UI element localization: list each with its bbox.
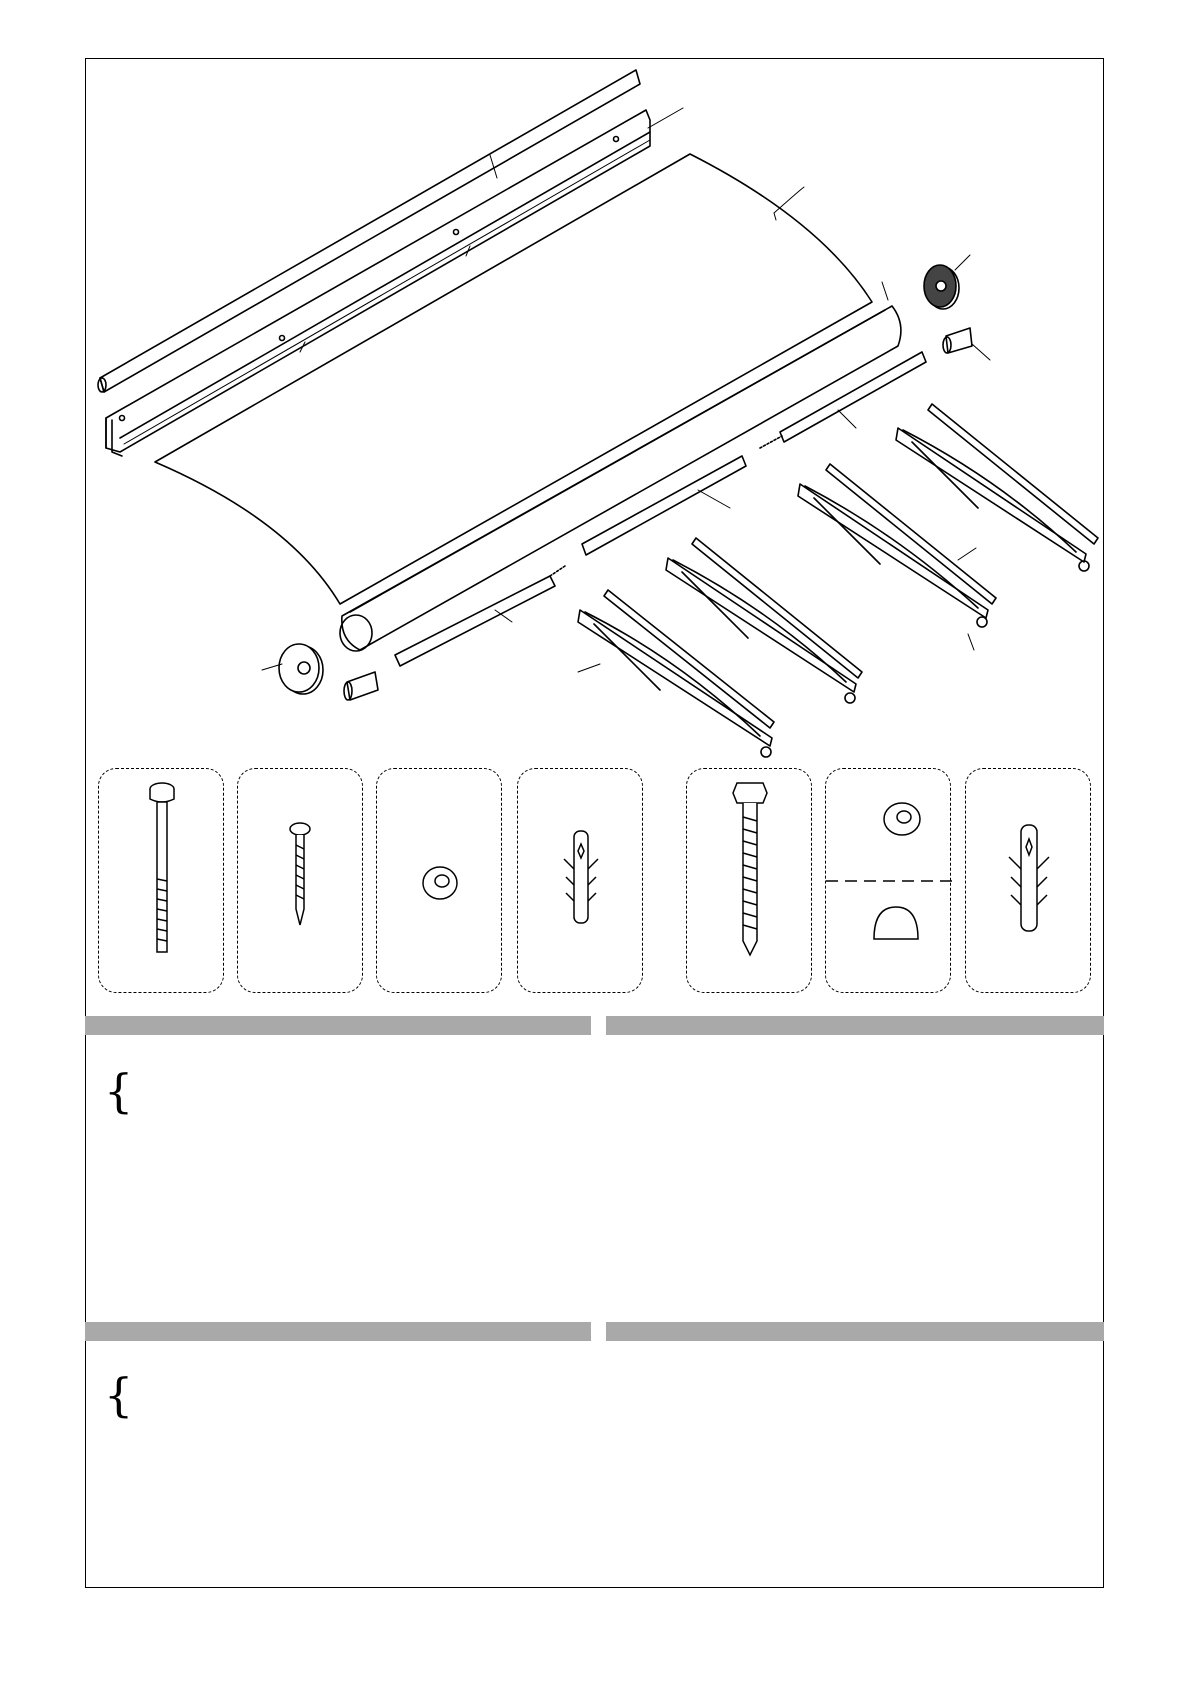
- hardware-box-wall-plug: [517, 768, 643, 993]
- bracket-3: [798, 484, 988, 650]
- washer-cap-icon: [826, 769, 952, 994]
- cap-screw-icon: [99, 769, 225, 994]
- connector-left: [344, 672, 378, 700]
- wood-screw-icon: [238, 769, 364, 994]
- end-cap-left: [262, 644, 323, 694]
- bracket-2: [666, 558, 856, 692]
- connector-right: [943, 328, 990, 360]
- hardware-box-washer: [376, 768, 502, 993]
- brace-icon: {: [104, 1064, 134, 1118]
- hardware-box-wall-plug-large: [965, 768, 1091, 993]
- section-header-bottom-left: [85, 1322, 591, 1341]
- hardware-box-hex-lag-bolt: [686, 768, 812, 993]
- section-header-bottom-right: [606, 1322, 1104, 1341]
- washer-icon: [377, 769, 503, 994]
- brace-icon: {: [104, 1368, 134, 1422]
- hardware-box-wood-screw: [237, 768, 363, 993]
- wall-plug-large-icon: [966, 769, 1092, 994]
- hardware-box-cap-screw: [98, 768, 224, 993]
- hex-bolt-icon: [687, 769, 813, 994]
- section-header-top-right: [606, 1016, 1104, 1035]
- section-header-top-left: [85, 1016, 591, 1035]
- wall-plug-icon: [518, 769, 644, 994]
- hardware-box-washer-and-cap: [825, 768, 951, 993]
- end-cap-right: [924, 255, 970, 309]
- bracket-1: [578, 610, 772, 746]
